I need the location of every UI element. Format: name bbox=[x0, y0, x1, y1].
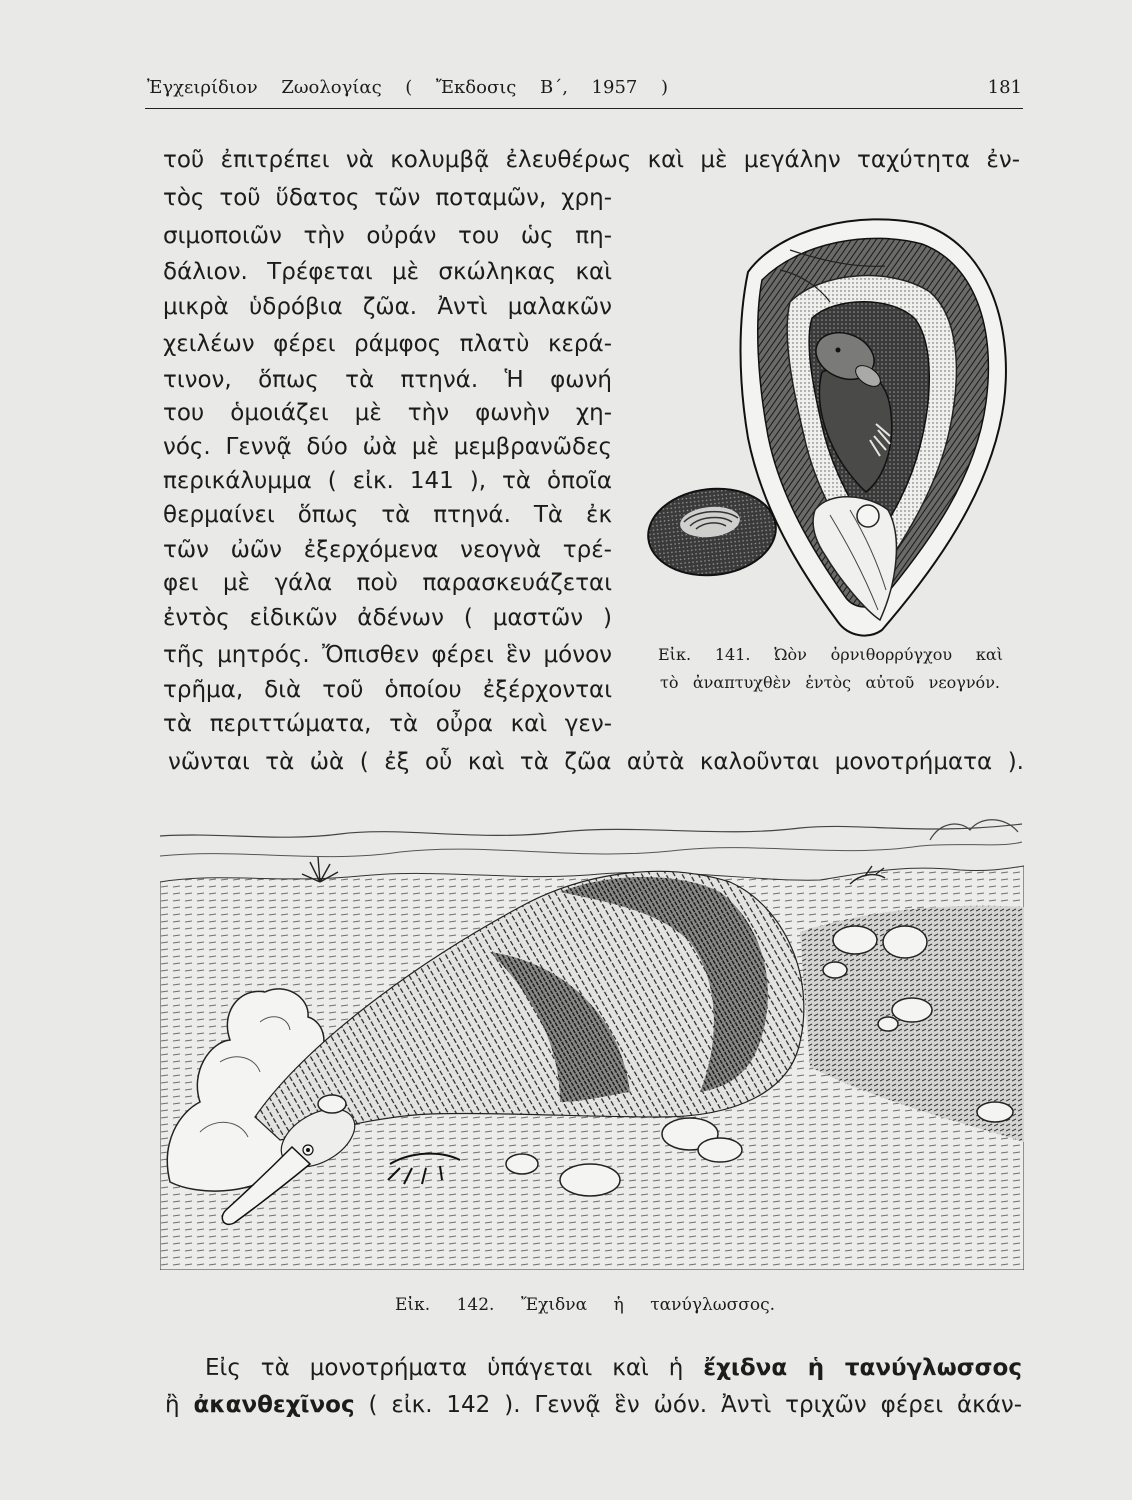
body-line: δάλιον. Τρέφεται μὲ σκώληκας καὶ bbox=[163, 259, 612, 285]
rock bbox=[883, 926, 927, 958]
rock bbox=[977, 1102, 1013, 1122]
rock bbox=[878, 1017, 898, 1031]
echidna-pupil bbox=[306, 1148, 310, 1152]
body-line: νός. Γεννᾷ δύο ὠὰ μὲ μεμβρανῶδες bbox=[163, 434, 612, 460]
body-line: περικάλυμμα ( εἰκ. 141 ), τὰ ὁποῖα bbox=[163, 468, 612, 494]
body-line: τινον, ὅπως τὰ πτηνά. Ἡ φωνή bbox=[163, 367, 612, 393]
term-akanthechinos: ἀκανθεχῖνος bbox=[193, 1392, 355, 1418]
rock bbox=[506, 1154, 538, 1174]
paragraph-line bbox=[165, 1387, 1022, 1423]
paragraph-lead: ἢ bbox=[165, 1392, 180, 1418]
body-line: νῶνται τὰ ὠὰ ( ἐξ οὗ καὶ τὰ ζῶα αὐτὰ καλοῦνται μονοτρήματα ). bbox=[168, 749, 1024, 775]
running-header-title: Ἐγχειρίδιον Ζωολογίας ( Ἔκδοσις Β΄, 1957 ) bbox=[147, 77, 668, 98]
rock bbox=[318, 1095, 346, 1113]
term-echidna: ἔχιδνα ἡ τανύγλωσσος bbox=[703, 1355, 1022, 1381]
rock bbox=[698, 1138, 742, 1162]
paragraph-text: Εἰς τὰ μονοτρήματα ὑπάγεται καὶ ἡ bbox=[205, 1355, 684, 1381]
rock bbox=[560, 1164, 620, 1196]
paragraph-line bbox=[205, 1350, 1022, 1386]
body-line: του ὁμοιάζει μὲ τὴν φωνὴν χη- bbox=[163, 400, 612, 426]
rock bbox=[892, 998, 932, 1022]
body-line: τρῆμα, διὰ τοῦ ὁποίου ἐξέρχονται bbox=[163, 677, 612, 703]
paragraph-text: ( εἰκ. 142 ). Γεννᾷ ἓν ὠόν. Ἀντὶ τριχῶν φέρει ἀκάν- bbox=[368, 1392, 1022, 1418]
echidna-illustration bbox=[160, 812, 1024, 1270]
body-line: τῶν ὠῶν ἐξερχόμενα νεογνὰ τρέ- bbox=[163, 537, 612, 563]
rock bbox=[823, 962, 847, 978]
body-line: τοῦ ἐπιτρέπει νὰ κολυμβᾷ ἐλευθέρως καὶ μὲ μεγάλην ταχύτητα ἐν- bbox=[163, 147, 1020, 173]
platypus-hatchling-eye bbox=[836, 348, 841, 353]
body-line: φει μὲ γάλα ποὺ παρασκευάζεται bbox=[163, 570, 612, 596]
figure-141-caption-line: τὸ ἀναπτυχθὲν ἐντὸς αὐτοῦ νεογνόν. bbox=[660, 673, 1000, 692]
figure-141-caption-line: Εἰκ. 141. Ὠὸν ὀρνιθορρύγχου καὶ bbox=[658, 645, 1003, 664]
rock bbox=[833, 926, 877, 954]
body-line: θερμαίνει ὅπως τὰ πτηνά. Τὰ ἐκ bbox=[163, 502, 612, 528]
body-line: τῆς μητρός. Ὄπισθεν φέρει ἓν μόνον bbox=[163, 642, 612, 668]
page-number: 181 bbox=[987, 77, 1022, 98]
yolk-bead bbox=[857, 505, 879, 527]
body-line: σιμοποιῶν τὴν οὐράν του ὡς πη- bbox=[163, 223, 612, 249]
body-line: ἐντὸς εἰδικῶν ἀδένων ( μαστῶν ) bbox=[163, 605, 612, 631]
body-line: μικρὰ ὑδρόβια ζῶα. Ἀντὶ μαλακῶν bbox=[163, 294, 612, 320]
platypus-egg-illustration bbox=[640, 210, 1015, 640]
horizon-line bbox=[160, 842, 1022, 857]
body-line: χειλέων φέρει ράμφος πλατὺ κερά- bbox=[163, 331, 612, 357]
header-rule bbox=[145, 108, 1023, 109]
horizon-line bbox=[160, 824, 1022, 837]
figure-142-caption: Εἰκ. 142. Ἔχιδνα ἡ τανύγλωσσος. bbox=[395, 1295, 775, 1315]
body-line: τὰ περιττώματα, τὰ οὖρα καὶ γεν- bbox=[163, 711, 612, 737]
body-line: τὸς τοῦ ὕδατος τῶν ποταμῶν, χρη- bbox=[163, 185, 612, 211]
distant-cloud bbox=[930, 820, 1018, 840]
